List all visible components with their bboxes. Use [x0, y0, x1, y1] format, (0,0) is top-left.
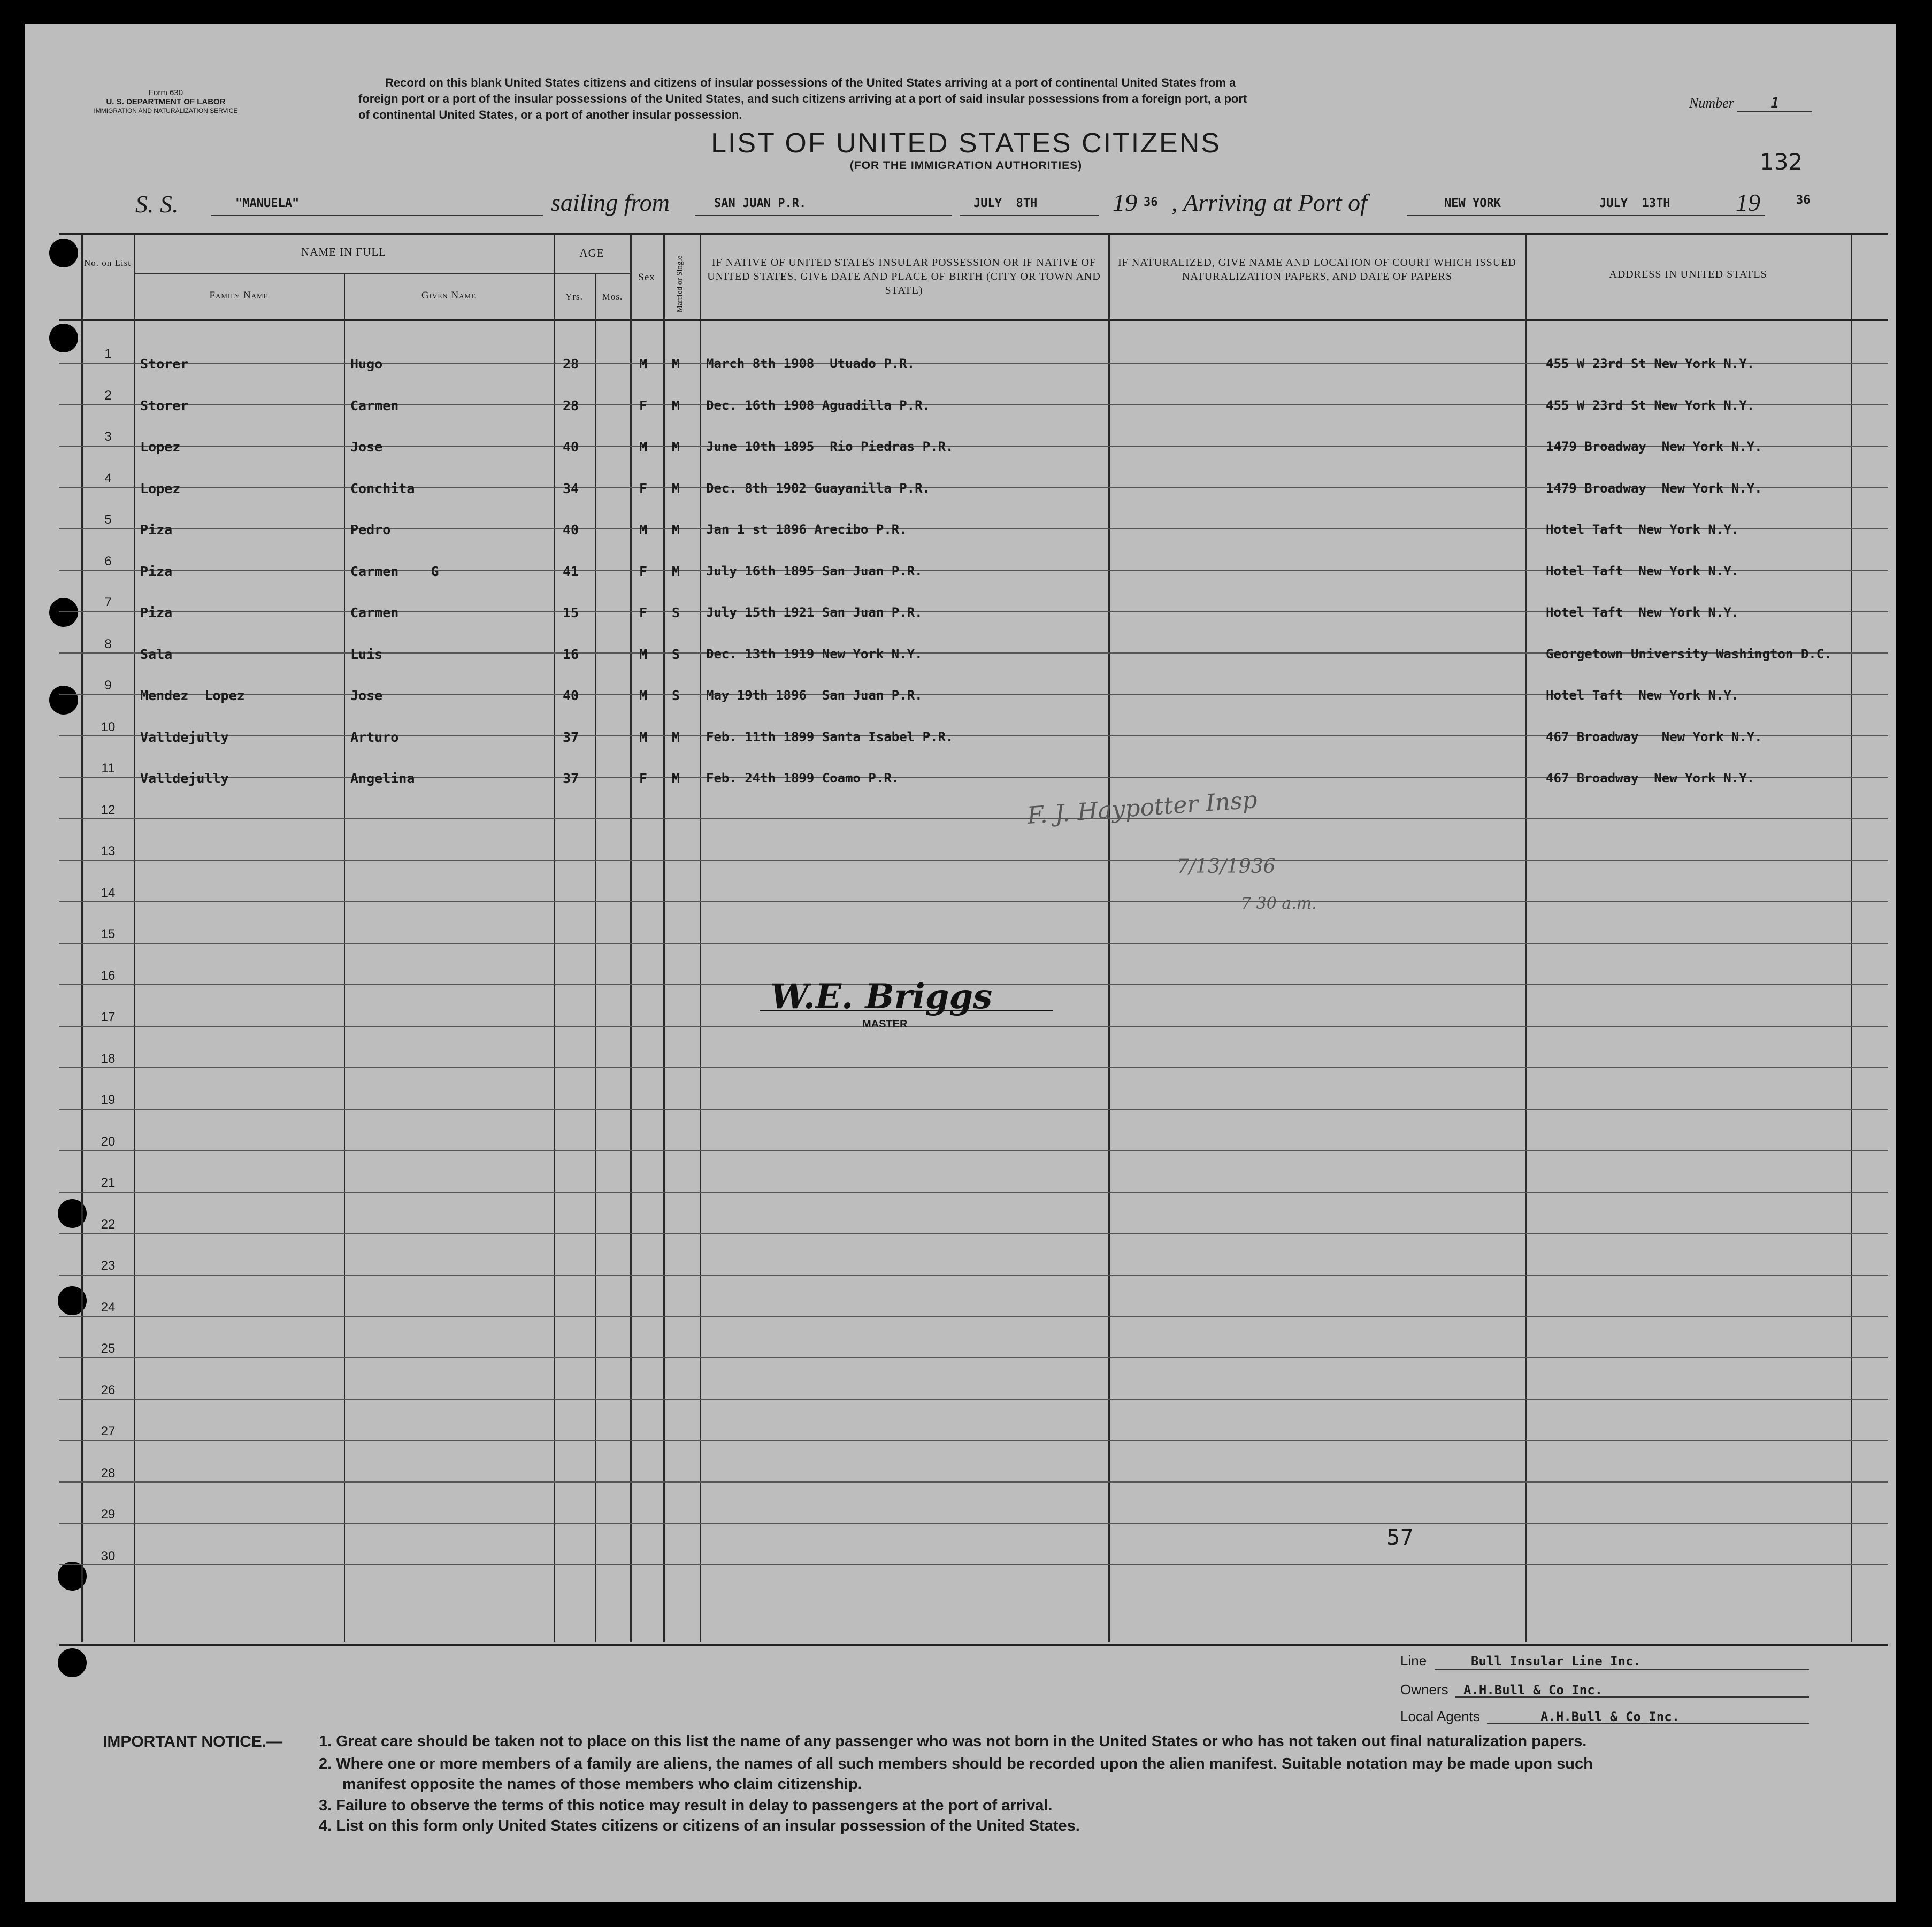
row-number: 4 — [104, 471, 112, 486]
agents-label: Local Agents — [1400, 1708, 1480, 1724]
cell-given: Pedro — [350, 522, 391, 538]
cell-birth: May 19th 1896 San Juan P.R. — [706, 688, 923, 703]
row-number: 17 — [101, 1010, 116, 1024]
cell-sex: M — [639, 522, 648, 538]
header-subline — [554, 273, 630, 274]
cell-sex: M — [639, 439, 648, 455]
cell-sex: F — [639, 397, 648, 413]
row-rule — [59, 1564, 1888, 1565]
cell-birth: Dec. 16th 1908 Aguadilla P.R. — [706, 397, 931, 413]
cell-address: 467 Broadway New York N.Y. — [1546, 729, 1762, 744]
page-subtitle: (FOR THE IMMIGRATION AUTHORITIES) — [849, 159, 1083, 172]
cell-family: Lopez — [140, 439, 181, 455]
cell-sex: M — [639, 729, 648, 745]
arrive-year: 36 — [1796, 194, 1811, 207]
department-name: U. S. DEPARTMENT OF LABOR — [106, 97, 226, 106]
from-port-line — [695, 215, 952, 216]
row-rule — [59, 901, 1888, 902]
row-number: 12 — [101, 802, 116, 817]
cell-yrs: 28 — [563, 397, 579, 413]
number-value: 1 — [1737, 95, 1812, 112]
owners-label: Owners — [1400, 1682, 1448, 1698]
inspection-time: 7 30 a.m. — [1241, 894, 1317, 913]
cell-address: 1479 Broadway New York N.Y. — [1546, 480, 1762, 496]
cell-family: Mendez Lopez — [140, 688, 245, 703]
col-header-name: NAME IN FULL — [301, 245, 386, 258]
col-header-yrs: Yrs. — [565, 291, 583, 302]
cell-yrs: 37 — [563, 729, 579, 745]
col-header-mos: Mos. — [602, 291, 623, 302]
master-label: MASTER — [862, 1018, 908, 1030]
cell-address: Hotel Taft New York N.Y. — [1546, 605, 1739, 620]
row-number: 3 — [104, 429, 112, 444]
row-rule — [59, 1440, 1888, 1441]
cell-given: Hugo — [350, 356, 383, 372]
cell-ms: M — [672, 356, 680, 372]
col-header-address: ADDRESS IN UNITED STATES — [1609, 268, 1767, 280]
row-rule — [59, 818, 1888, 819]
cell-yrs: 41 — [563, 563, 579, 579]
row-rule — [59, 1192, 1888, 1193]
cell-ms: M — [672, 397, 680, 413]
cell-yrs: 40 — [563, 522, 579, 538]
cell-yrs: 40 — [563, 688, 579, 703]
row-number: 22 — [101, 1217, 116, 1232]
row-number: 21 — [101, 1176, 116, 1190]
row-number: 5 — [104, 512, 112, 527]
cell-given: Luis — [350, 646, 383, 662]
cell-address: Hotel Taft New York N.Y. — [1546, 563, 1739, 579]
col-header-birth: IF NATIVE OF UNITED STATES INSULAR POSSESSION OR IF NATIVE OF UNITED STATES, GIVE DATE AND PLACE OF BIRTH (CITY OR TOWN AND STATE) — [707, 257, 1101, 296]
col-line — [344, 274, 345, 1642]
row-number: 23 — [101, 1258, 116, 1273]
cell-ms: S — [672, 605, 680, 620]
cell-address: 455 W 23rd St New York N.Y. — [1546, 397, 1755, 413]
form-identifier — [86, 88, 246, 116]
row-number: 19 — [101, 1093, 116, 1107]
year-prefix: 19 — [1736, 189, 1760, 216]
cell-ms: M — [672, 563, 680, 579]
cell-birth: July 16th 1895 San Juan P.R. — [706, 563, 923, 579]
cell-given: Carmen G — [350, 563, 439, 579]
number-field — [1689, 95, 1812, 112]
col-header-no: No. on List — [84, 258, 131, 268]
row-rule — [59, 1316, 1888, 1317]
cell-ms: S — [672, 646, 680, 662]
row-rule — [59, 1357, 1888, 1358]
ship-name-line — [211, 215, 543, 216]
to-port: NEW YORK — [1444, 197, 1501, 210]
row-rule — [59, 943, 1888, 944]
cell-sex: F — [639, 605, 648, 620]
from-port: SAN JUAN P.R. — [714, 197, 807, 210]
sail-date: JULY 8TH — [973, 197, 1038, 210]
cell-given: Jose — [350, 439, 383, 455]
line-label: Line — [1400, 1653, 1427, 1669]
ss-label: S. S. — [135, 190, 179, 218]
col-header-naturalized: IF NATURALIZED, GIVE NAME AND LOCATION OF COURT WHICH ISSUED NATURALIZATION PAPERS, AND DATE OF PAPERS — [1118, 257, 1516, 282]
punch-hole — [58, 1648, 87, 1677]
sail-date-line — [960, 215, 1099, 216]
cell-birth: March 8th 1908 Utuado P.R. — [706, 356, 915, 371]
col-header-age: AGE — [579, 247, 604, 259]
master-signature: W.E. Briggs — [770, 977, 993, 1017]
row-number: 9 — [104, 678, 112, 693]
sail-year: 36 — [1144, 196, 1158, 209]
line-underline — [1435, 1669, 1809, 1670]
row-rule — [59, 1067, 1888, 1068]
cell-yrs: 40 — [563, 439, 579, 455]
form-instructions — [358, 75, 1589, 123]
cell-birth: Feb. 11th 1899 Santa Isabel P.R. — [706, 729, 954, 744]
cell-yrs: 16 — [563, 646, 579, 662]
owners-value: A.H.Bull & Co Inc. — [1463, 1683, 1603, 1698]
page-number: 132 — [1760, 149, 1803, 175]
row-rule — [59, 1026, 1888, 1027]
header-divider — [59, 319, 1888, 321]
year-prefix: 19 — [1113, 189, 1137, 216]
cell-given: Angelina — [350, 771, 415, 786]
arriving-label: , Arriving at Port of — [1171, 189, 1367, 216]
col-header-given: Given Name — [421, 290, 477, 301]
row-rule — [59, 1523, 1888, 1524]
arrive-date: JULY 13TH — [1599, 197, 1670, 210]
row-number: 15 — [101, 927, 116, 941]
cell-sex: M — [639, 646, 648, 662]
row-number: 7 — [104, 595, 112, 610]
row-number: 24 — [101, 1300, 116, 1315]
row-number: 2 — [104, 388, 112, 403]
cell-birth: Feb. 24th 1899 Coamo P.R. — [706, 771, 900, 786]
row-rule — [59, 1399, 1888, 1400]
cell-ms: M — [672, 771, 680, 786]
notice-item: 4. List on this form only United States citizens or citizens of an insular possession of the United States. — [319, 1817, 1080, 1834]
instruction-line: Record on this blank United States citizens and citizens of insular possessions of the United States arriving at a port of continental United States from a — [385, 76, 1236, 89]
cell-address: 1479 Broadway New York N.Y. — [1546, 439, 1762, 454]
row-rule — [59, 1481, 1888, 1483]
number-label: Number — [1689, 95, 1734, 111]
page-title: LIST OF UNITED STATES CITIZENS — [711, 128, 1221, 159]
agents-value: A.H.Bull & Co Inc. — [1540, 1709, 1680, 1724]
service-name: IMMIGRATION AND NATURALIZATION SERVICE — [94, 107, 238, 114]
row-number: 13 — [101, 844, 116, 858]
cell-birth: Dec. 13th 1919 New York N.Y. — [706, 646, 923, 662]
cell-sex: F — [639, 480, 648, 496]
cell-address: Hotel Taft New York N.Y. — [1546, 522, 1739, 537]
cell-ms: M — [672, 480, 680, 496]
notice-item: 2. Where one or more members of a family are aliens, the names of all such members should be recorded upon the alien manifest. Suitable notation may be made upon such — [319, 1755, 1593, 1772]
notice-item: 1. Great care should be taken not to place on this list the name of any passenger who was not born in the United States or who has not taken out final naturalization papers. — [319, 1733, 1587, 1750]
row-number: 25 — [101, 1341, 116, 1356]
row-number: 6 — [104, 554, 112, 569]
cell-birth: June 10th 1895 Rio Piedras P.R. — [706, 439, 954, 454]
cell-sex: F — [639, 771, 648, 786]
cell-ms: M — [672, 522, 680, 538]
cell-birth: Dec. 8th 1902 Guayanilla P.R. — [706, 480, 931, 496]
ship-name: "MANUELA" — [235, 197, 300, 210]
cell-sex: F — [639, 563, 648, 579]
cell-ms: M — [672, 729, 680, 745]
cell-yrs: 34 — [563, 480, 579, 496]
cell-yrs: 15 — [563, 605, 579, 620]
line-value: Bull Insular Line Inc. — [1471, 1654, 1641, 1669]
cell-given: Carmen — [350, 397, 399, 413]
notice-label: IMPORTANT NOTICE.— — [103, 1733, 283, 1751]
row-number: 14 — [101, 885, 116, 900]
master-signature-line — [760, 1010, 1053, 1011]
row-number: 28 — [101, 1465, 116, 1480]
row-number: 26 — [101, 1383, 116, 1398]
cell-family: Piza — [140, 522, 173, 538]
row-rule — [59, 1109, 1888, 1110]
cell-given: Jose — [350, 688, 383, 703]
row-number: 27 — [101, 1424, 116, 1439]
page-count: 57 — [1386, 1525, 1414, 1550]
row-number: 1 — [104, 347, 112, 361]
col-header-family: Family Name — [209, 290, 269, 301]
instruction-line: foreign port or a port of the insular possessions of the United States, and such citizens arriving at a port of said insular possessions from a foreign port, a port — [358, 92, 1247, 105]
inspector-signature: F. J. Haypotter Insp — [1026, 786, 1259, 830]
cell-birth: July 15th 1921 San Juan P.R. — [706, 605, 923, 620]
cell-family: Storer — [140, 397, 189, 413]
cell-family: Lopez — [140, 480, 181, 496]
row-number: 11 — [101, 761, 115, 776]
cell-family: Valldejully — [140, 771, 229, 786]
cell-given: Carmen — [350, 605, 399, 620]
instruction-line: of continental United States, or a port of another insular possession. — [358, 108, 742, 121]
cell-ms: S — [672, 688, 680, 703]
row-number: 30 — [101, 1548, 116, 1563]
notice-item: manifest opposite the names of those members who claim citizenship. — [342, 1776, 862, 1793]
cell-family: Piza — [140, 563, 173, 579]
cell-sex: M — [639, 688, 648, 703]
cell-birth: Jan 1 st 1896 Arecibo P.R. — [706, 522, 907, 537]
row-number: 8 — [104, 636, 112, 651]
cell-yrs: 37 — [563, 771, 579, 786]
row-number: 18 — [101, 1051, 116, 1066]
col-header-married: Married or Single — [676, 255, 684, 313]
col-line — [595, 274, 596, 1642]
cell-sex: M — [639, 356, 648, 372]
cell-ms: M — [672, 439, 680, 455]
row-rule — [59, 860, 1888, 861]
sailing-label: sailing from — [551, 189, 670, 216]
cell-address: 467 Broadway New York N.Y. — [1546, 771, 1755, 786]
row-number: 20 — [101, 1134, 116, 1149]
cell-family: Storer — [140, 356, 189, 372]
cell-family: Valldejully — [140, 729, 229, 745]
cell-given: Arturo — [350, 729, 399, 745]
cell-yrs: 28 — [563, 356, 579, 372]
form-number: Form 630 — [148, 88, 183, 97]
row-number: 29 — [101, 1507, 116, 1522]
to-port-line — [1407, 215, 1765, 216]
cell-given: Conchita — [350, 480, 415, 496]
inspection-date: 7/13/1936 — [1177, 856, 1276, 878]
row-rule — [59, 1150, 1888, 1151]
cell-family: Sala — [140, 646, 173, 662]
col-header-sex: Sex — [638, 272, 655, 283]
cell-address: Georgetown University Washington D.C. — [1546, 646, 1832, 662]
notice-item: 3. Failure to observe the terms of this notice may result in delay to passengers at the port of arrival. — [319, 1797, 1053, 1814]
cell-address: 455 W 23rd St New York N.Y. — [1546, 356, 1755, 371]
row-number: 10 — [101, 719, 116, 734]
row-rule — [59, 1233, 1888, 1234]
row-number: 16 — [101, 968, 116, 983]
row-rule — [59, 1275, 1888, 1276]
header-subline — [134, 273, 554, 274]
cell-address: Hotel Taft New York N.Y. — [1546, 688, 1739, 703]
cell-family: Piza — [140, 605, 173, 620]
